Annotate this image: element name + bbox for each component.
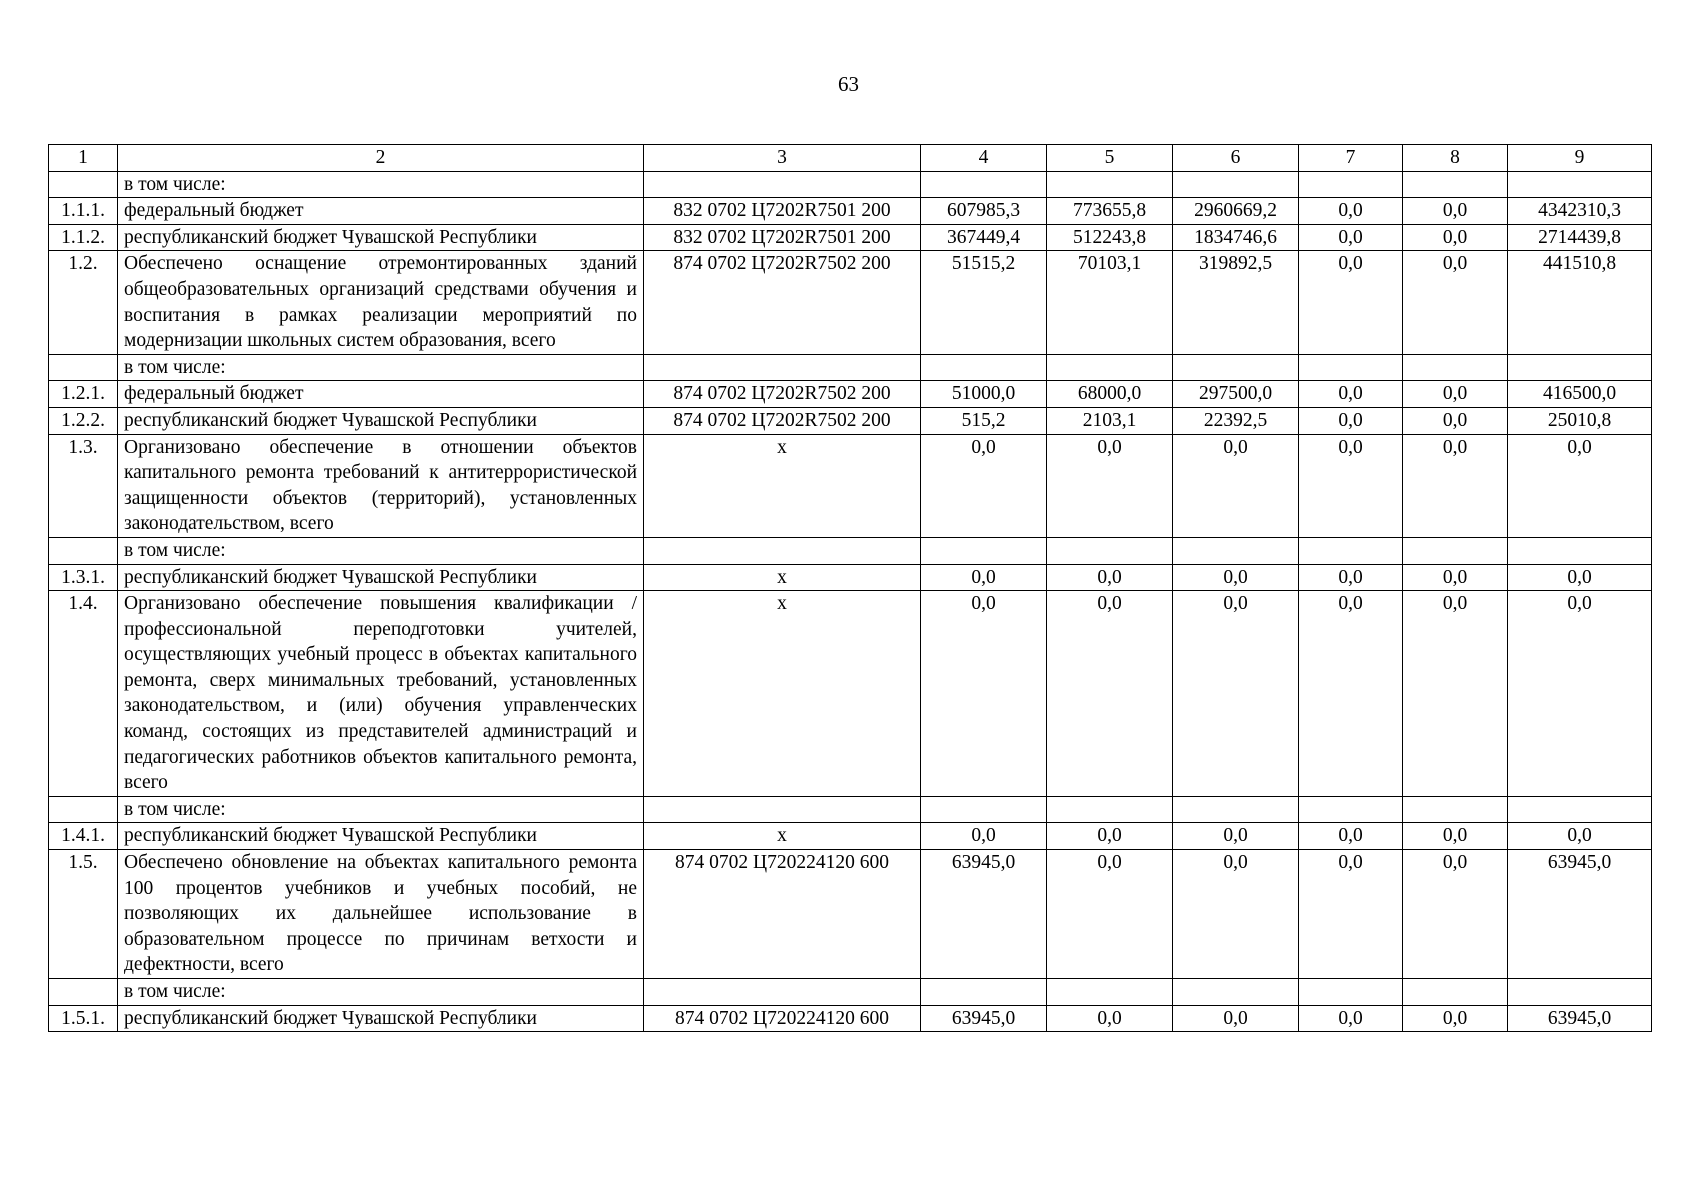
subheader-text: в том числе: [118, 979, 644, 1006]
value-cell: 0,0 [921, 564, 1047, 591]
budget-code: 874 0702 Ц720224120 600 [644, 1005, 921, 1032]
table-row [49, 251, 1652, 354]
table-row [49, 198, 1652, 225]
value-cell: 63945,0 [921, 850, 1047, 979]
value-cell: 70103,1 [1047, 251, 1173, 354]
value-cell: 297500,0 [1173, 381, 1299, 408]
value-cell: 22392,5 [1173, 407, 1299, 434]
value-cell: 0,0 [1173, 823, 1299, 850]
value-cell: 0,0 [1299, 434, 1403, 537]
empty-cell [1047, 979, 1173, 1006]
row-number: 1.2.2. [49, 407, 118, 434]
column-header: 3 [644, 145, 921, 172]
table-row [49, 564, 1652, 591]
value-cell: 0,0 [1047, 1005, 1173, 1032]
empty-cell [644, 796, 921, 823]
empty-cell [1403, 979, 1508, 1006]
value-cell: 0,0 [1508, 564, 1652, 591]
value-cell: 0,0 [1403, 1005, 1508, 1032]
value-cell: 441510,8 [1508, 251, 1652, 354]
value-cell: 0,0 [1299, 823, 1403, 850]
value-cell: 0,0 [1299, 1005, 1403, 1032]
empty-cell [921, 171, 1047, 198]
value-cell: 63945,0 [1508, 850, 1652, 979]
row-description: республиканский бюджет Чувашской Республики [118, 1005, 644, 1032]
value-cell: 607985,3 [921, 198, 1047, 225]
value-cell: 0,0 [1299, 564, 1403, 591]
value-cell: 0,0 [1508, 591, 1652, 797]
value-cell: 0,0 [921, 591, 1047, 797]
column-header: 2 [118, 145, 644, 172]
budget-code: х [644, 434, 921, 537]
value-cell: 0,0 [1047, 434, 1173, 537]
value-cell: 0,0 [1403, 850, 1508, 979]
row-description: Организовано обеспечение в отношении объектов капитального ремонта требований к антитеррористической защищенности объектов (территорий), установленных законодательством, всего [118, 434, 644, 537]
empty-cell [1299, 537, 1403, 564]
empty-cell [1403, 171, 1508, 198]
value-cell: 2714439,8 [1508, 224, 1652, 251]
empty-cell [1047, 537, 1173, 564]
row-number-cell [49, 796, 118, 823]
table-row [49, 224, 1652, 251]
value-cell: 0,0 [1403, 198, 1508, 225]
value-cell: 0,0 [1403, 591, 1508, 797]
budget-code: х [644, 564, 921, 591]
row-number: 1.2. [49, 251, 118, 354]
row-number: 1.2.1. [49, 381, 118, 408]
value-cell: 367449,4 [921, 224, 1047, 251]
row-number: 1.5. [49, 850, 118, 979]
table-row [49, 850, 1652, 979]
value-cell: 2103,1 [1047, 407, 1173, 434]
empty-cell [1403, 537, 1508, 564]
table-header-row [49, 145, 1652, 172]
value-cell: 0,0 [1173, 1005, 1299, 1032]
row-number: 1.3. [49, 434, 118, 537]
budget-code: 832 0702 Ц7202R7501 200 [644, 224, 921, 251]
row-number: 1.5.1. [49, 1005, 118, 1032]
empty-cell [1299, 796, 1403, 823]
row-description: федеральный бюджет [118, 198, 644, 225]
row-number: 1.1.2. [49, 224, 118, 251]
budget-code: 874 0702 Ц7202R7502 200 [644, 381, 921, 408]
row-description: республиканский бюджет Чувашской Республики [118, 407, 644, 434]
value-cell: 0,0 [1299, 591, 1403, 797]
table-row [49, 823, 1652, 850]
empty-cell [644, 979, 921, 1006]
budget-code: х [644, 823, 921, 850]
value-cell: 51000,0 [921, 381, 1047, 408]
value-cell: 4342310,3 [1508, 198, 1652, 225]
empty-cell [1047, 354, 1173, 381]
column-header: 1 [49, 145, 118, 172]
value-cell: 0,0 [1508, 434, 1652, 537]
budget-code: 874 0702 Ц7202R7502 200 [644, 251, 921, 354]
value-cell: 0,0 [1047, 850, 1173, 979]
empty-cell [644, 354, 921, 381]
value-cell: 0,0 [1299, 850, 1403, 979]
empty-cell [1173, 537, 1299, 564]
empty-cell [1508, 537, 1652, 564]
empty-cell [1508, 979, 1652, 1006]
value-cell: 0,0 [1047, 564, 1173, 591]
row-description: республиканский бюджет Чувашской Республики [118, 564, 644, 591]
row-number: 1.4. [49, 591, 118, 797]
empty-cell [1173, 979, 1299, 1006]
row-number: 1.3.1. [49, 564, 118, 591]
row-number: 1.1.1. [49, 198, 118, 225]
row-description: республиканский бюджет Чувашской Республики [118, 823, 644, 850]
value-cell: 0,0 [1403, 823, 1508, 850]
budget-code: 874 0702 Ц7202R7502 200 [644, 407, 921, 434]
value-cell: 0,0 [1403, 407, 1508, 434]
column-header: 7 [1299, 145, 1403, 172]
value-cell: 2960669,2 [1173, 198, 1299, 225]
value-cell: 319892,5 [1173, 251, 1299, 354]
value-cell: 51515,2 [921, 251, 1047, 354]
value-cell: 0,0 [1299, 198, 1403, 225]
value-cell: 0,0 [1299, 407, 1403, 434]
value-cell: 416500,0 [1508, 381, 1652, 408]
empty-cell [921, 979, 1047, 1006]
empty-cell [1403, 354, 1508, 381]
empty-cell [1173, 171, 1299, 198]
empty-cell [1403, 796, 1508, 823]
empty-cell [1508, 354, 1652, 381]
column-header: 5 [1047, 145, 1173, 172]
subheader-text: в том числе: [118, 171, 644, 198]
empty-cell [921, 796, 1047, 823]
column-header: 8 [1403, 145, 1508, 172]
empty-cell [1299, 171, 1403, 198]
empty-cell [1173, 354, 1299, 381]
value-cell: 0,0 [1299, 224, 1403, 251]
subheader-text: в том числе: [118, 796, 644, 823]
empty-cell [644, 537, 921, 564]
row-number-cell [49, 979, 118, 1006]
empty-cell [1047, 796, 1173, 823]
table-body [49, 145, 1652, 1032]
table-row [49, 434, 1652, 537]
row-description: Обеспечено оснащение отремонтированных зданий общеобразовательных организаций средствами обучения и воспитания в рамках реализации мероприятий по модернизации школьных систем образования, всего [118, 251, 644, 354]
value-cell: 0,0 [1299, 381, 1403, 408]
value-cell: 0,0 [1403, 381, 1508, 408]
empty-cell [644, 171, 921, 198]
subheader-text: в том числе: [118, 354, 644, 381]
value-cell: 512243,8 [1047, 224, 1173, 251]
value-cell: 25010,8 [1508, 407, 1652, 434]
row-number: 1.4.1. [49, 823, 118, 850]
value-cell: 773655,8 [1047, 198, 1173, 225]
empty-cell [1299, 979, 1403, 1006]
subheader-row [49, 796, 1652, 823]
value-cell: 0,0 [1173, 564, 1299, 591]
value-cell: 0,0 [1508, 823, 1652, 850]
value-cell: 68000,0 [1047, 381, 1173, 408]
value-cell: 0,0 [1047, 823, 1173, 850]
value-cell: 0,0 [921, 434, 1047, 537]
page-number: 63 [838, 72, 859, 96]
table-row [49, 1005, 1652, 1032]
value-cell: 0,0 [1403, 224, 1508, 251]
table-row [49, 381, 1652, 408]
value-cell: 0,0 [1173, 434, 1299, 537]
row-number-cell [49, 537, 118, 564]
value-cell: 0,0 [1173, 850, 1299, 979]
empty-cell [1508, 171, 1652, 198]
value-cell: 0,0 [921, 823, 1047, 850]
table-row [49, 591, 1652, 797]
value-cell: 63945,0 [1508, 1005, 1652, 1032]
row-description: Обеспечено обновление на объектах капитального ремонта 100 процентов учебников и учебных пособий, не позволяющих их дальнейшее использование в образовательном процессе по причинам ветхости и дефектности, всего [118, 850, 644, 979]
empty-cell [1047, 171, 1173, 198]
row-number-cell [49, 354, 118, 381]
budget-code: 874 0702 Ц720224120 600 [644, 850, 921, 979]
value-cell: 0,0 [1403, 251, 1508, 354]
value-cell: 1834746,6 [1173, 224, 1299, 251]
subheader-row [49, 537, 1652, 564]
subheader-row [49, 171, 1652, 198]
empty-cell [1173, 796, 1299, 823]
subheader-row [49, 354, 1652, 381]
table-row [49, 407, 1652, 434]
column-header: 4 [921, 145, 1047, 172]
subheader-row [49, 979, 1652, 1006]
value-cell: 63945,0 [921, 1005, 1047, 1032]
value-cell: 0,0 [1403, 434, 1508, 537]
value-cell: 0,0 [1173, 591, 1299, 797]
budget-code: 832 0702 Ц7202R7501 200 [644, 198, 921, 225]
column-header: 6 [1173, 145, 1299, 172]
empty-cell [921, 354, 1047, 381]
empty-cell [1508, 796, 1652, 823]
empty-cell [1299, 354, 1403, 381]
row-description: республиканский бюджет Чувашской Республики [118, 224, 644, 251]
value-cell: 0,0 [1299, 251, 1403, 354]
column-header: 9 [1508, 145, 1652, 172]
subheader-text: в том числе: [118, 537, 644, 564]
row-description: Организовано обеспечение повышения квалификации / профессиональной переподготовки учителей, осуществляющих учебный процесс в объектах капитального ремонта, сверх минимальных требований, установленных законодательством, и (или) обучения управленческих команд, состоящих из представителей администраций и педагогических работников объектов капитального ремонта, всего [118, 591, 644, 797]
empty-cell [921, 537, 1047, 564]
budget-code: х [644, 591, 921, 797]
budget-table [48, 144, 1652, 1032]
row-number-cell [49, 171, 118, 198]
value-cell: 515,2 [921, 407, 1047, 434]
value-cell: 0,0 [1403, 564, 1508, 591]
value-cell: 0,0 [1047, 591, 1173, 797]
row-description: федеральный бюджет [118, 381, 644, 408]
